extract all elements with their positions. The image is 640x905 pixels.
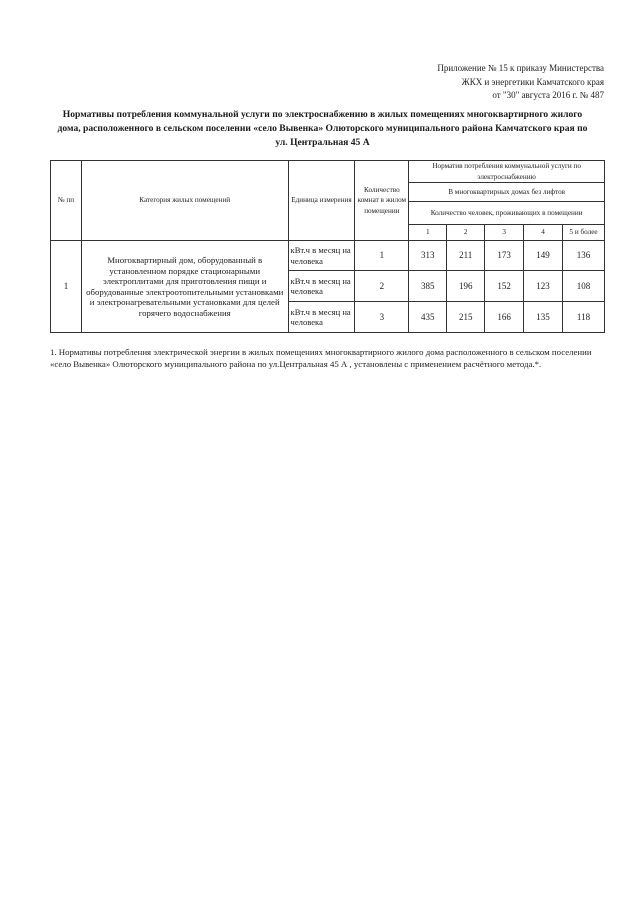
value-cell: 166 <box>485 302 524 333</box>
header-people-5: 5 и более <box>563 225 605 241</box>
value-cell: 118 <box>563 302 605 333</box>
value-cell: 123 <box>524 271 563 302</box>
value-cell: 149 <box>524 241 563 271</box>
rooms-cell: 2 <box>355 271 409 302</box>
value-cell: 313 <box>409 241 447 271</box>
category-cell: Многоквартирный дом, оборудованный в установленном порядке стационарными электроплитами для приготовления пищи и оборудованные электроотопительными установками и электронагревательными установками для целей горячего водоснабжения <box>81 241 288 333</box>
norms-table <box>50 160 605 333</box>
value-cell: 196 <box>447 271 485 302</box>
header-num: № пп <box>51 161 82 241</box>
rooms-cell: 3 <box>355 302 409 333</box>
footnote: 1. Нормативы потребления электрической энергии в жилых помещениях многоквартирного жилого дома расположенного в сельском поселении «село Вывенка» Олюторского муниципального района по ул.Центральная 45 А , установлены с применением расчётного метода.*. <box>50 347 592 369</box>
header-rooms: Количество комнат в жилом помещении <box>355 161 409 241</box>
rooms-cell: 1 <box>355 241 409 271</box>
header-people-2: 2 <box>447 225 485 241</box>
value-cell: 211 <box>447 241 485 271</box>
header-norm: Норматив потребления коммунальной услуги по электроснабжению <box>409 161 605 183</box>
title-line-1: Нормативы потребления коммунальной услуги по электроснабжению в жилых помещениях многоквартирного жилого <box>62 109 583 120</box>
table-row <box>51 241 605 271</box>
document-title <box>40 108 605 150</box>
header-line-1: Приложение № 15 к приказу Министерства <box>437 63 604 73</box>
value-cell: 385 <box>409 271 447 302</box>
header-line-3: от "30" августа 2016 г. № 487 <box>492 90 604 100</box>
header-people-1: 1 <box>409 225 447 241</box>
title-line-2: дома, расположенного в сельском поселении «село Вывенка» Олюторского муниципального района Камчатского края по <box>57 123 588 134</box>
header-people-3: 3 <box>485 225 524 241</box>
title-line-3: ул. Центральная 45 А <box>275 137 370 148</box>
value-cell: 152 <box>485 271 524 302</box>
value-cell: 135 <box>524 302 563 333</box>
header-category: Категория жилых помещений <box>81 161 288 241</box>
value-cell: 108 <box>563 271 605 302</box>
unit-cell: кВт.ч в месяц на человека <box>288 302 355 333</box>
value-cell: 136 <box>563 241 605 271</box>
header-people-4: 4 <box>524 225 563 241</box>
unit-cell: кВт.ч в месяц на человека <box>288 241 355 271</box>
value-cell: 435 <box>409 302 447 333</box>
header-people: Количество человек, проживающих в помещении <box>409 202 605 225</box>
unit-cell: кВт.ч в месяц на человека <box>288 271 355 302</box>
value-cell: 173 <box>485 241 524 271</box>
document-header <box>437 62 604 103</box>
row-number: 1 <box>51 241 82 333</box>
header-unit: Единица измерения <box>288 161 355 241</box>
header-building: В многоквартирных домах без лифтов <box>409 183 605 202</box>
value-cell: 215 <box>447 302 485 333</box>
header-line-2: ЖКХ и энергетики Камчатского края <box>461 76 604 87</box>
